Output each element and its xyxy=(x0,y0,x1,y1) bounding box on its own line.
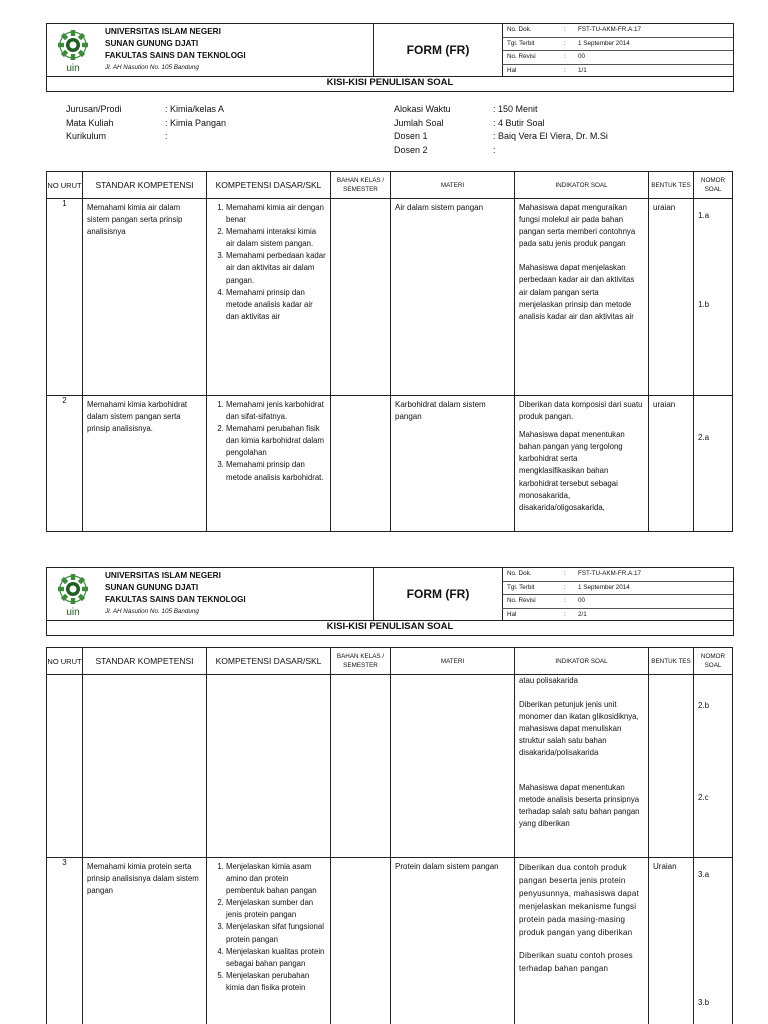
form-title: FORM (FR) xyxy=(373,24,503,76)
col-header-no: NO URUT xyxy=(47,172,83,199)
kd-item: 1. Menjelaskan kimia asam amino dan protein pembentuk bahan pangan xyxy=(226,861,326,897)
nomor-soal: 3.a 3.b xyxy=(694,858,733,1024)
bentuk-tes: Uraian xyxy=(649,858,694,1024)
row-number xyxy=(47,675,83,858)
indikator-soal xyxy=(515,396,649,532)
meta-row-no-revisi: No. Revisi : 00 xyxy=(502,595,733,609)
table-header-row xyxy=(47,172,733,199)
indikator-soal xyxy=(515,199,649,396)
col-header-materi: MATERI xyxy=(391,648,515,675)
document-title: KISI-KISI PENULISAN SOAL xyxy=(46,75,734,92)
indikator-item: Mahasiswa dapat menjelaskan perbedaan kadar air dan aktivitas air dalam pangan serta menjelaskan prinsip dan metode analisis kadar air dan aktivitas air xyxy=(519,263,635,321)
kd-item: 3. Menjelaskan sifat fungsional protein pangan xyxy=(226,921,326,945)
kompetensi-dasar xyxy=(207,199,331,396)
col-header-no: NO URUT xyxy=(47,648,83,675)
document-title: KISI-KISI PENULISAN SOAL xyxy=(46,619,734,636)
institution-line: FAKULTAS SAINS DAN TEKNOLOGI xyxy=(105,51,246,60)
kisi-table-page-2 xyxy=(46,647,733,1024)
nomor-soal: 2.b 2.c xyxy=(694,675,733,858)
materi xyxy=(391,675,515,858)
institution-block xyxy=(105,570,246,618)
materi: Air dalam sistem pangan xyxy=(391,199,515,396)
table-row xyxy=(47,858,733,1024)
info-row-kurikulum: Kurikulum : xyxy=(66,131,168,141)
meta-row-hal: Hal : 2/1 xyxy=(507,610,587,618)
meta-row-tgl-terbit: Tgl. Terbit : 1 September 2014 xyxy=(502,38,733,52)
kd-item: 2. Menjelaskan sumber dan jenis protein pangan xyxy=(226,897,326,921)
info-row-dosen-1: Dosen 1 : Baiq Vera El Viera, Dr. M.Si xyxy=(394,131,608,141)
bahan-kelas xyxy=(331,675,391,858)
kd-item: 4. Menjelaskan kualitas protein sebagai bahan pangan xyxy=(226,946,326,970)
meta-row-tgl-terbit: Tgl. Terbit : 1 September 2014 xyxy=(502,582,733,596)
kompetensi-dasar xyxy=(207,858,331,1024)
indikator-item: Diberikan suatu contoh proses terhadap bahan pangan xyxy=(519,951,633,973)
institution-address: Jl. AH Nasution No. 105 Bandung xyxy=(105,64,199,71)
kd-item: 4. Memahami prinsip dan metode analisis kadar air dan aktivitas air xyxy=(226,287,326,323)
info-right xyxy=(394,103,694,157)
row-number: 2 xyxy=(47,396,83,532)
col-header-bentuk: BENTUK TES xyxy=(649,172,694,199)
form-title: FORM (FR) xyxy=(373,568,503,620)
standar-kompetensi xyxy=(83,675,207,858)
kd-item: 1. Memahami jenis karbohidrat dan sifat-sifatnya. xyxy=(226,399,326,423)
uin-logo-icon xyxy=(51,571,95,617)
kd-item: 3. Memahami prinsip dan metode analisis karbohidrat. xyxy=(226,459,326,483)
materi: Karbohidrat dalam sistem pangan xyxy=(391,396,515,532)
doc-meta xyxy=(502,568,733,620)
col-header-bahan: BAHAN KELAS / SEMESTER xyxy=(331,648,391,675)
institution-line: UNIVERSITAS ISLAM NEGERI xyxy=(105,27,221,36)
table-row xyxy=(47,199,733,396)
col-header-nomor: NOMOR SOAL xyxy=(694,172,733,199)
uin-logo-icon xyxy=(51,27,95,73)
form-page-2 xyxy=(0,565,768,1024)
indikator-item: Mahasiswa dapat menguraikan fungsi molekul air pada bahan pangan serta memberi contohnya pada satu jenis produk pangan xyxy=(519,203,636,249)
bentuk-tes: uraian xyxy=(649,199,694,396)
nomor-soal: 1.a 1.b xyxy=(694,199,733,396)
row-number: 3 xyxy=(47,858,83,1024)
kompetensi-dasar xyxy=(207,396,331,532)
indikator-item: Diberikan petunjuk jenis unit monomer dan ikatan glikosidiknya, mahasiswa dapat menuliskan struktur salah satu bahan disakarida/polisakarida xyxy=(519,700,639,758)
bentuk-tes xyxy=(649,675,694,858)
row-number: 1 xyxy=(47,199,83,396)
table-row xyxy=(47,675,733,858)
kd-item: 5. Menjelaskan perubahan kimia dan fisika protein xyxy=(226,970,326,994)
kisi-table-page-1 xyxy=(46,171,733,532)
institution-line: SUNAN GUNUNG DJATI xyxy=(105,583,199,592)
col-header-materi: MATERI xyxy=(391,172,515,199)
svg-text:uin: uin xyxy=(66,63,80,73)
bahan-kelas xyxy=(331,396,391,532)
institution-address: Jl. AH Nasution No. 105 Bandung xyxy=(105,608,199,615)
kd-item: 3. Memahami perbedaan kadar air dan aktivitas air dalam pangan. xyxy=(226,250,326,286)
meta-row-no-revisi: No. Revisi : 00 xyxy=(502,51,733,65)
institution-line: UNIVERSITAS ISLAM NEGERI xyxy=(105,571,221,580)
institution-line: FAKULTAS SAINS DAN TEKNOLOGI xyxy=(105,595,246,604)
standar-kompetensi: Memahami kimia protein serta prinsip analisisnya dalam sistem pangan xyxy=(83,858,207,1024)
meta-row-hal: Hal : 1/1 xyxy=(507,66,587,74)
kd-item: 2. Memahami interaksi kimia air dalam sistem pangan. xyxy=(226,226,326,250)
bentuk-tes: uraian xyxy=(649,396,694,532)
col-header-indikator: INDIKATOR SOAL xyxy=(515,648,649,675)
standar-kompetensi: Memahami kimia air dalam sistem pangan serta prinsip analisisnya xyxy=(83,199,207,396)
standar-kompetensi: Memahami kimia karbohidrat dalam sistem pangan serta prinsip analisisnya. xyxy=(83,396,207,532)
nomor-soal: 2.a xyxy=(694,396,733,532)
institution-block xyxy=(105,26,246,74)
indikator-item: Diberikan dua contoh produk pangan beserta jenis protein penyusunnya, mahasiswa dapat menjelaskan mekanisme fungsi protein pada masing-masing produk pangan yang diberikan xyxy=(519,863,639,937)
info-row-jumlah-soal: Jumlah Soal : 4 Butir Soal xyxy=(394,117,545,128)
info-left xyxy=(66,103,366,144)
svg-text:uin: uin xyxy=(66,607,80,617)
bahan-kelas xyxy=(331,858,391,1024)
kompetensi-dasar xyxy=(207,675,331,858)
table-row xyxy=(47,396,733,532)
indikator-item: atau polisakarida xyxy=(519,676,578,685)
form-header xyxy=(46,567,734,621)
indikator-soal xyxy=(515,675,649,858)
kd-item: 1. Memahami kimia air dengan benar xyxy=(226,202,326,226)
table-header-row xyxy=(47,648,733,675)
kd-item: 2. Memahami perubahan fisik dan kimia karbohidrat dalam pengolahan xyxy=(226,423,326,459)
col-header-kd: KOMPETENSI DASAR/SKL xyxy=(207,172,331,199)
doc-meta xyxy=(502,24,733,76)
meta-row-no-dok: No. Dok. : FST-TU-AKM-FR.A.17 xyxy=(502,568,733,582)
col-header-bentuk: BENTUK TES xyxy=(649,648,694,675)
materi: Protein dalam sistem pangan xyxy=(391,858,515,1024)
meta-row-no-dok: No. Dok. : FST-TU-AKM-FR.A.17 xyxy=(502,24,733,38)
indikator-item: Diberikan data komposisi dari suatu produk pangan. xyxy=(519,400,643,422)
indikator-item: Mahasiswa dapat menentukan bahan pangan yang tergolong karbohidrat serta mengklasifikasikan bahan karbohidrat tersebut sebagai monosakarida, disakarida/oligosakarida, xyxy=(519,430,625,512)
institution-line: SUNAN GUNUNG DJATI xyxy=(105,39,199,48)
col-header-bahan: BAHAN KELAS / SEMESTER xyxy=(331,172,391,199)
col-header-nomor: NOMOR SOAL xyxy=(694,648,733,675)
info-row-jurusan: Jurusan/Prodi : Kimia/kelas A xyxy=(66,104,225,114)
col-header-kd: KOMPETENSI DASAR/SKL xyxy=(207,648,331,675)
info-row-mata-kuliah: Mata Kuliah : Kimia Pangan xyxy=(66,117,227,128)
indikator-soal xyxy=(515,858,649,1024)
col-header-sk: STANDAR KOMPETENSI xyxy=(83,648,207,675)
col-header-indikator: INDIKATOR SOAL xyxy=(515,172,649,199)
col-header-sk: STANDAR KOMPETENSI xyxy=(83,172,207,199)
info-row-alokasi: Alokasi Waktu : 150 Menit xyxy=(394,104,538,114)
info-row-dosen-2: Dosen 2 : xyxy=(394,144,496,155)
bahan-kelas xyxy=(331,199,391,396)
form-header xyxy=(46,23,734,77)
indikator-item: Mahasiswa dapat menentukan metode analisis beserta prinsipnya terhadap salah satu bahan pangan yang diberikan xyxy=(519,782,640,828)
